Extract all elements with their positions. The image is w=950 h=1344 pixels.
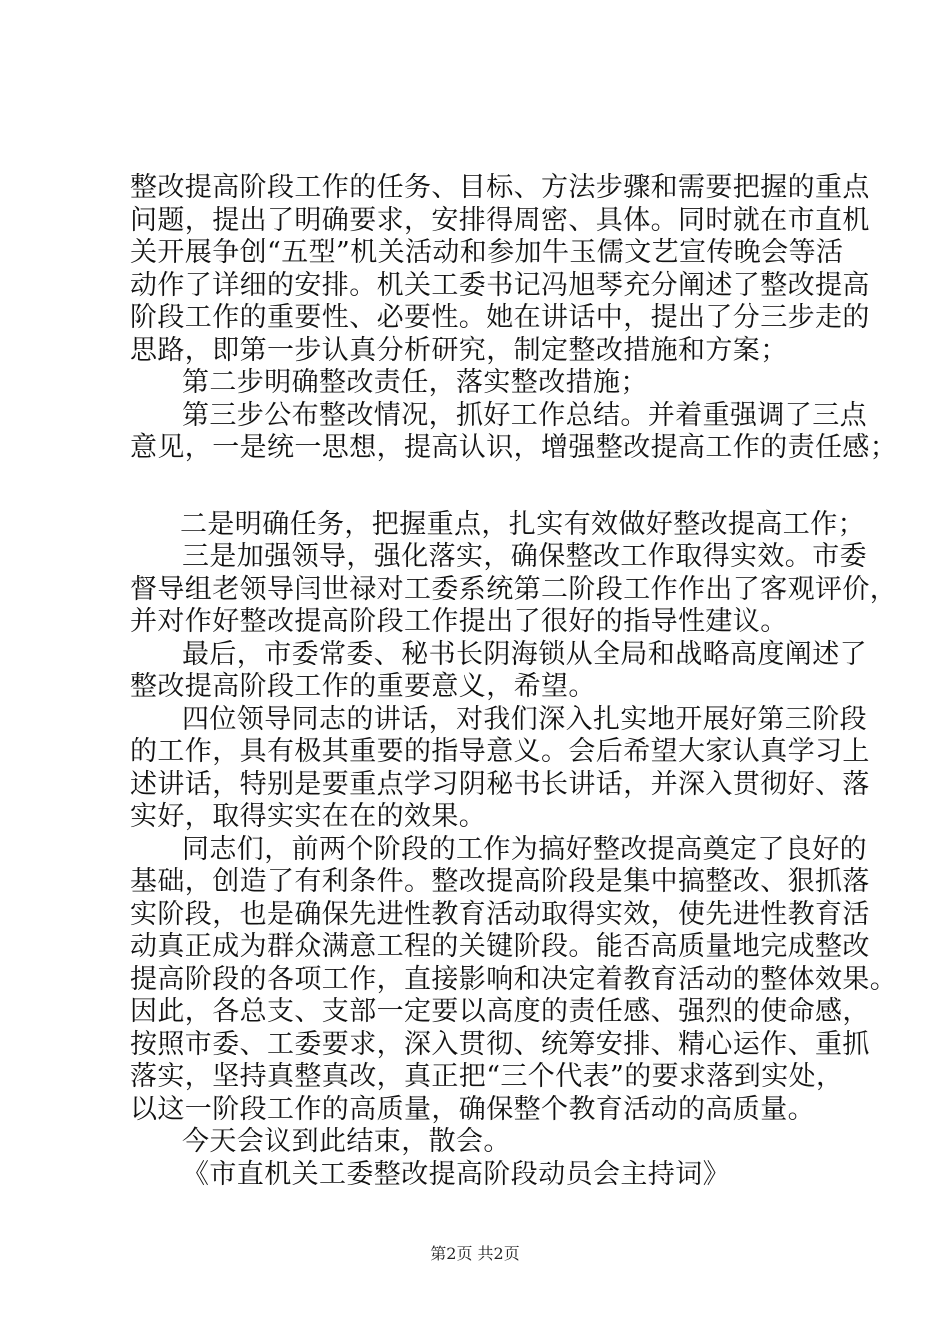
point-three-line: 督导组老领导闫世禄对工委系统第二阶段工作作出了客观评价， — [130, 573, 898, 605]
four-leaders-line: 的工作，具有极其重要的指导意义。会后希望大家认真学习上 — [130, 736, 870, 767]
comrades-line: 落实，坚持真整真改，真正把“三个代表”的要求落到实处， — [130, 1061, 844, 1092]
point-three-line: 三是加强领导，强化落实，确保整改工作取得实效。市委 — [182, 541, 867, 572]
step-three-line: 第三步公布整改情况，抓好工作总结。并着重强调了三点 — [182, 399, 867, 431]
comrades-line: 动真正成为群众满意工程的关键阶段。能否高质量地完成整改 — [130, 931, 870, 962]
point-three-line: 并对作好整改提高阶段工作提出了很好的指导性建议。 — [130, 606, 788, 637]
four-leaders-line: 述讲话，特别是要重点学习阴秘书长讲话，并深入贯彻好、落 — [130, 768, 870, 800]
page-number-footer: 第2页 共2页 — [430, 1244, 520, 1263]
four-leaders-line: 四位领导同志的讲话，对我们深入扎实地开展好第三阶段 — [182, 703, 867, 735]
closing-line: 今天会议到此结束，散会。 — [182, 1126, 511, 1157]
paragraph-line: 思路，即第一步认真分析研究，制定整改措施和方案； — [130, 334, 788, 366]
comrades-line: 同志们，前两个阶段的工作为搞好整改提高奠定了良好的 — [182, 833, 867, 865]
comrades-line: 基础，创造了有利条件。整改提高阶段是集中搞整改、狠抓落 — [130, 866, 870, 897]
paragraph-line: 整改提高阶段工作的任务、目标、方法步骤和需要把握的重点 — [130, 172, 870, 203]
four-leaders-line: 实好，取得实实在在的效果。 — [130, 801, 487, 832]
final-remarks-line: 最后，市委常委、秘书长阴海锁从全局和战略高度阐述了 — [182, 638, 867, 670]
step-three-line: 意见，一是统一思想，提高认识，增强整改提高工作的责任感； — [130, 432, 898, 463]
paragraph-line: 关开展争创“五型”机关活动和参加牛玉儒文艺宣传晚会等活 — [130, 237, 844, 268]
document-body — [130, 172, 898, 1191]
step-two-line: 第二步明确整改责任，落实整改措施； — [182, 367, 648, 398]
comrades-line: 因此，各总支、支部一定要以高度的责任感、强烈的使命感， — [130, 996, 870, 1027]
comrades-line: 以这一阶段工作的高质量，确保整个教育活动的高质量。 — [130, 1093, 815, 1125]
point-two-line: 二是明确任务，把握重点，扎实有效做好整改提高工作； — [180, 508, 865, 540]
paragraph-gap — [130, 465, 830, 509]
paragraph-line: 动作了详细的安排。机关工委书记冯旭琴充分阐述了整改提高 — [130, 269, 870, 301]
paragraph-line: 阶段工作的重要性、必要性。她在讲话中，提出了分三步走的 — [130, 302, 870, 333]
document-title-line: 《市直机关工委整改提高阶段动员会主持词》 — [182, 1158, 730, 1190]
comrades-line: 提高阶段的各项工作，直接影响和决定着教育活动的整体效果。 — [130, 963, 898, 995]
comrades-line: 按照市委、工委要求，深入贯彻、统筹安排、精心运作、重抓 — [130, 1028, 870, 1060]
comrades-line: 实阶段，也是确保先进性教育活动取得实效，使先进性教育活 — [130, 898, 870, 930]
final-remarks-line: 整改提高阶段工作的重要意义，希望。 — [130, 671, 596, 702]
paragraph-line: 问题，提出了明确要求，安排得周密、具体。同时就在市直机 — [130, 204, 870, 236]
